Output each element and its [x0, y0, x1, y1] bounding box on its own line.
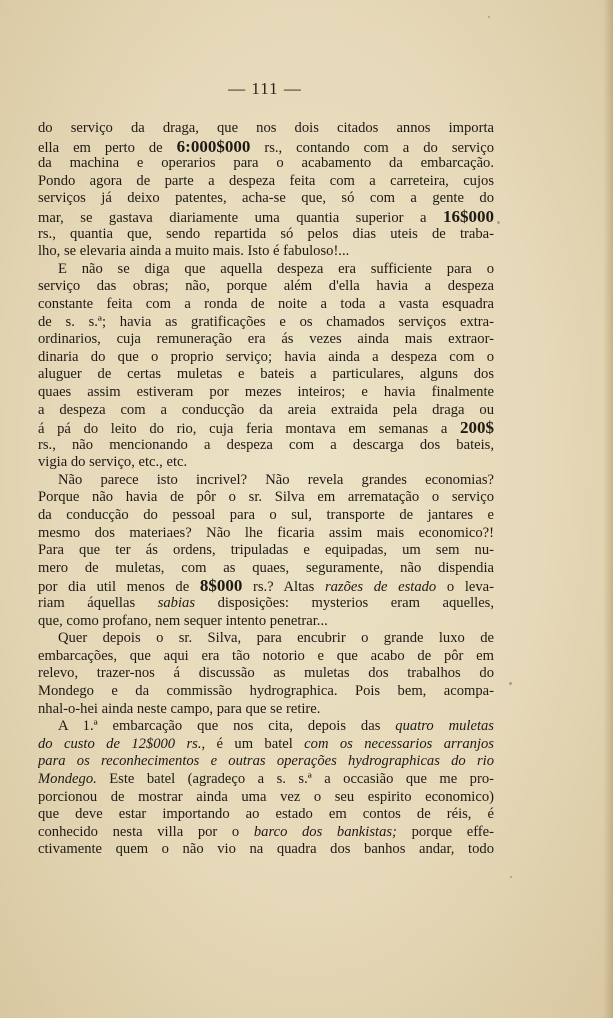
amount-text: 8$000 — [199, 577, 243, 596]
text-line — [38, 771, 494, 789]
text-line — [38, 683, 494, 701]
paper-speck — [509, 682, 512, 685]
text-line — [38, 208, 494, 226]
text-line — [38, 630, 494, 648]
text-line — [38, 366, 494, 384]
text-line — [38, 542, 494, 560]
text-segment: Mondego e da commissão hydrographica. Pois bem, acompa- — [38, 683, 494, 699]
text-segment: dinaria do que o proprio serviço; havia ainda a despeza com o — [38, 348, 494, 365]
text-line — [38, 560, 494, 578]
text-line — [38, 789, 494, 807]
text-segment: de s. s.ª; havia as gratificações e os chamados serviços extra- — [38, 313, 494, 330]
text-segment: Para que ter ás ordens, tripuladas e equipadas, um sem nu- — [38, 542, 494, 559]
text-line — [38, 824, 494, 842]
text-segment: rs., contando com a do serviço — [250, 139, 494, 156]
text-segment: embarcações, que aqui era tão notorio e que acabo de pôr em — [38, 647, 494, 664]
body-text — [38, 120, 494, 859]
text-segment: mero de muletas, com as quaes, seguramente, não dispendia — [38, 559, 494, 576]
text-segment: serviços já deixo patentes, acha-se que, só com a gente do — [38, 190, 494, 207]
text-segment: da machina e operarios para o acabamento da embarcação. — [38, 155, 494, 172]
italic-text: razões de estado — [324, 579, 437, 596]
text-line — [38, 489, 494, 507]
text-segment: rs.? Altas — [242, 579, 325, 596]
text-segment: E não se diga que aquella despeza era sufficiente para o — [58, 260, 494, 277]
italic-text: para os reconhecimentos e outras operações hydrographicas do rio — [38, 753, 494, 770]
text-line — [38, 753, 494, 771]
text-segment: que deve estar importando ao estado em contos de réis, é — [38, 806, 494, 823]
text-segment: disposições: mysterios eram aquelles, — [195, 595, 494, 612]
text-line — [38, 296, 494, 314]
amount-text: 6:000$000 — [176, 137, 251, 156]
text-segment: Não parece isto incrivel? Não revela grandes economias? — [58, 471, 494, 488]
text-segment: ctivamente quem o não vio na quadra dos banhos andar, todo — [38, 841, 494, 858]
text-line — [38, 577, 494, 595]
text-segment: serviço das obras; não, porque além d'ella havia a despeza — [38, 278, 494, 295]
text-line — [38, 278, 494, 296]
text-line — [38, 613, 494, 631]
italic-text: sabias — [157, 595, 196, 612]
page-edge-shadow — [603, 0, 613, 1018]
text-segment: relevo, trazer-nos á discussão as muletas dos trabalhos do — [38, 665, 494, 682]
text-line — [38, 226, 494, 244]
text-line — [38, 120, 494, 138]
italic-text: com os necessarios arranjos — [304, 735, 494, 752]
text-segment: Quer depois o sr. Silva, para encubrir o grande luxo de — [58, 630, 494, 647]
text-segment: Pondo agora de parte a despeza feita com a carreteira, cujos — [38, 172, 494, 189]
paper-speck — [497, 221, 500, 224]
text-line — [38, 402, 494, 420]
amount-text: 16$000 — [443, 207, 494, 226]
text-segment: , é um batel — [201, 735, 305, 752]
text-line — [38, 314, 494, 332]
text-line — [38, 331, 494, 349]
text-line — [38, 138, 494, 156]
text-segment: Porque não havia de pôr o sr. Silva em arrematação o serviço — [38, 489, 494, 506]
text-segment: Este batel (agradeço a s. s.ª a occasião que me pro- — [96, 770, 494, 787]
text-segment: porcionou de mostrar ainda uma vez o seu espirito economico) — [38, 788, 494, 805]
paper-speck — [510, 876, 512, 878]
text-line — [38, 349, 494, 367]
text-segment: constante feita com a ronda de noite a toda a vasta esquadra — [38, 295, 494, 312]
text-segment: mar, se gastava diariamente uma quantia superior a — [38, 209, 443, 226]
italic-text: quatro muletas — [395, 718, 494, 735]
text-line — [38, 173, 494, 191]
italic-text: do custo de 12$000 rs. — [38, 735, 202, 752]
text-line — [38, 437, 494, 455]
text-line — [38, 841, 494, 859]
text-segment: conhecido nesta villa por o — [38, 823, 254, 840]
text-line — [38, 718, 494, 736]
text-segment: rs., não mencionando a despeza com a descarga dos bateis, — [38, 436, 494, 453]
paper-speck — [488, 16, 490, 18]
text-segment: por dia util menos de — [38, 579, 200, 596]
text-segment: que, como profano, nem sequer intento penetrar... — [38, 612, 328, 629]
text-line — [38, 454, 494, 472]
text-line — [38, 261, 494, 279]
italic-text: barco dos bankistas; — [253, 823, 397, 840]
text-segment: A 1.ª embarcação que nos cita, depois das — [58, 718, 396, 735]
text-segment: á pá do leito do rio, cuja feria montava em semanas a — [38, 421, 460, 437]
text-segment: rs., quantia que, sendo repartida só pelos dias uteis de traba- — [38, 225, 494, 242]
text-segment: a despeza com a conducção da areia extraida pela draga ou — [38, 401, 494, 418]
text-line — [38, 243, 494, 261]
text-line — [38, 525, 494, 543]
text-line — [38, 648, 494, 666]
text-line — [38, 595, 494, 613]
text-segment: riam áquellas — [38, 595, 158, 612]
text-segment: ordinarios, cuja remuneração era ás vezes ainda mais extraor- — [38, 331, 494, 348]
amount-text: 200$ — [460, 419, 494, 437]
text-segment: vigia do serviço, etc., etc. — [38, 454, 188, 471]
text-line — [38, 806, 494, 824]
italic-text: Mondego. — [38, 770, 97, 787]
text-segment: ella em perto de — [38, 139, 177, 156]
text-segment: quaes assim estiveram por mezes inteiros; e havia finalmente — [38, 383, 494, 400]
text-segment: aluguer de certas muletas e bateis a particulares, alguns dos — [38, 366, 494, 383]
text-segment: mesmo dos materiaes? Não lhe ficaria assim mais economico?! — [38, 524, 494, 541]
text-segment: lho, se elevaria ainda a muito mais. Isto é fabuloso!... — [38, 243, 350, 260]
text-segment: da conducção do pessoal para o sul, transporte de jantares e — [38, 507, 494, 524]
text-line — [38, 472, 494, 490]
text-line — [38, 701, 494, 719]
text-line — [38, 419, 494, 437]
text-line — [38, 507, 494, 525]
text-line — [38, 384, 494, 402]
text-line — [38, 665, 494, 683]
text-line — [38, 736, 494, 754]
text-segment: porque effe- — [396, 823, 494, 840]
text-line — [38, 155, 494, 173]
text-line — [38, 190, 494, 208]
text-segment: o leva- — [436, 579, 494, 596]
text-segment: nhal-o-hei ainda neste campo, para que se retire. — [38, 700, 321, 717]
text-segment: do serviço da draga, que nos dois citados annos importa — [38, 120, 494, 136]
page-number: — 111 — — [228, 79, 302, 98]
